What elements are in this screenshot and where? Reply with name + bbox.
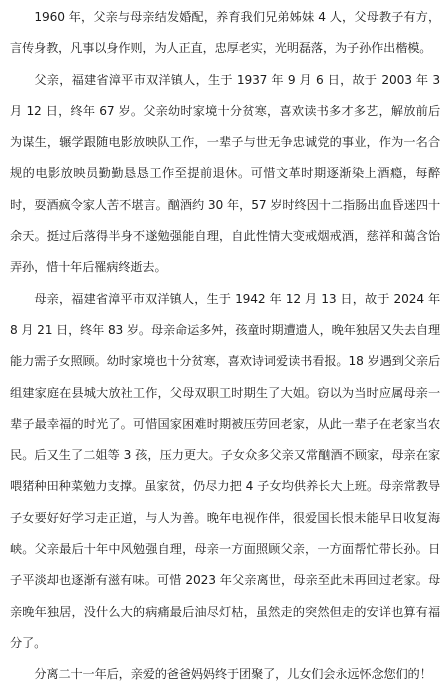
paragraph-mother: 母亲，福建省漳平市双洋镇人，生于 1942 年 12 月 13 日，故于 2024 年 8 月 21 日，终年 83 岁。母亲命运多舛，孩童时期遭遗人，晚年独居又失去自理能力需子女照顾。幼时家境也十分贫寒，喜欢诗词爱读书看报。18 岁遇到父亲后组建家庭在县城大放社工作，父母双职工时期生了大姐。窃以为当时应属母亲一辈子最幸福的时光了。可惜国家困难时期被压劳回老家，从此一辈子在老家当农民。后又生了二姐等 3 孩，压力更大。子女众多父亲又常酗酒不顾家，母亲在家喂猪种田种菜勉力支撑。虽家贫，仍尽力把 4 子女均供养长大上班。母亲常教导子女要好好学习走正道，与人为善。晚年电视作伴，很爱国长恨未能早日收复海峡。父亲最后十年中风勉强自理，母亲一方面照顾父亲，一方面帮忙带长孙。日子平淡却也逐渐有滋有味。可惜 2023 年父亲离世，母亲至此未再回过老家。母亲晚年独居，没什么大的病痛最后油尽灯枯，虽然走的突然但走的安详也算有福分了。 xyxy=(10,291,440,650)
paragraph-closing: 分离二十一年后，亲爱的爸爸妈妈终于团聚了，儿女们会永远怀念您们的！ xyxy=(34,667,432,682)
memorial-document xyxy=(10,2,440,691)
paragraph-father: 父亲，福建省漳平市双洋镇人，生于 1937 年 9 月 6 日，故于 2003 年 3 月 12 日，终年 67 岁。父亲幼时家境十分贫寒，喜欢读书多才多艺，解放前后为谋生，辗学跟随电影放映队工作，一辈子与世无争忠诚党的事业，作为一名合规的电影放映员勤勤恳恳工作至提前退休。可惜文革时期逐渐染上酒瘾，每醉时，耍酒疯令家人苦不堪言。酗酒约 30 年，57 岁时终因十二指肠出血昏迷四十余天。挺过后落得半身不遂勉强能自理，自此性情大变戒烟戒酒，慈祥和蔼含饴弄孙，惜十年后罹病终逝去。 xyxy=(10,72,440,275)
paragraph-marriage: 1960 年，父亲与母亲结发婚配，养育我们兄弟姊妹 4 人，父母教子有方，言传身教，凡事以身作则，为人正直，忠厚老实，光明磊落，为子孙作出楷模。 xyxy=(10,10,440,56)
